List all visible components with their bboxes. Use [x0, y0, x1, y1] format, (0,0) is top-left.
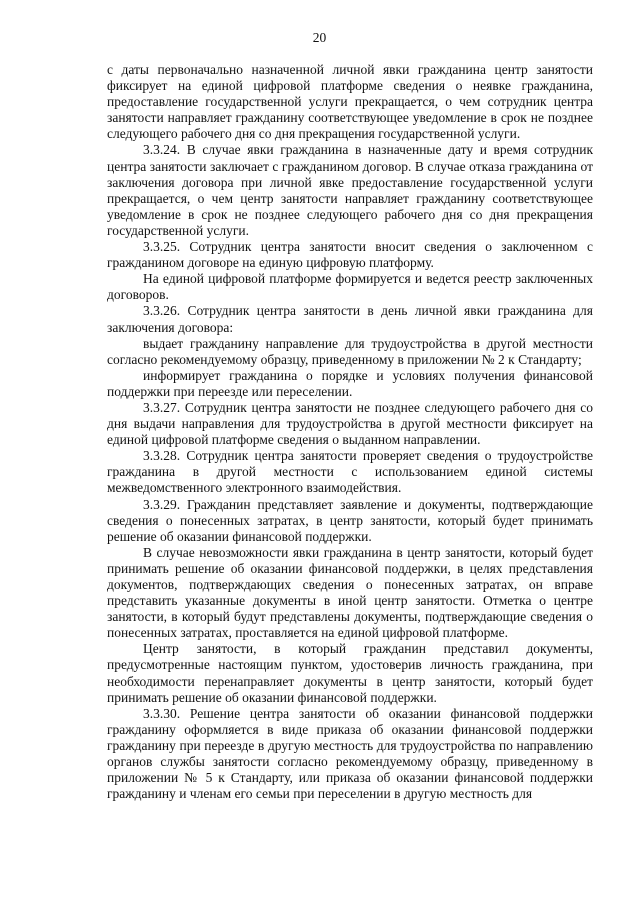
page-number: 20	[312, 30, 327, 45]
document-body	[107, 62, 593, 802]
paragraph: 3.3.29. Гражданин представляет заявление и документы, подтверждающие сведения о понесенных затратах, в центр занятости, который будет принимать решение об оказании финансовой поддержки.	[107, 496, 593, 544]
paragraph: 3.3.24. В случае явки гражданина в назначенные дату и время сотрудник центра занятости заключает с гражданином договор. В случае отказа гражданина от заключения договора при личной явке предоставление государственной услуги прекращается, о чем центр занятости направляет гражданину соответствующее уведомление в срок не позднее следующего рабочего дня со дня прекращения государственной услуги.	[107, 142, 593, 238]
paragraph: На единой цифровой платформе формируется и ведется реестр заключенных договоров.	[107, 271, 593, 303]
paragraph: 3.3.25. Сотрудник центра занятости вносит сведения о заключенном с гражданином договоре на единую цифровую платформу.	[107, 239, 593, 271]
paragraph: В случае невозможности явки гражданина в центр занятости, который будет принимать решение об оказании финансовой поддержки, в целях представления документов, подтверждающих сведения о понесенных затратах, он вправе представить указанные документы в иной центр занятости. Отметка о центре занятости, в который будут представлены документы, подтверждающие сведения о понесенных затратах, проставляется на единой цифровой платформе.	[107, 544, 593, 641]
paragraph: Центр занятости, в который гражданин представил документы, предусмотренные настоящим пунктом, удостоверив личность гражданина, при необходимости перенаправляет документы в центр занятости, который будет принимать решение об оказании финансовой поддержки.	[107, 641, 593, 705]
paragraph: 3.3.30. Решение центра занятости об оказании финансовой поддержки гражданину оформляется в виде приказа об оказании финансовой поддержки гражданину при переезде в другую местность для трудоустройства по направлению органов службы занятости согласно рекомендуемому образцу, приведенному в приложении № 5 к Стандарту, или приказа об оказании финансовой поддержки гражданину и членам его семьи при переселении в другую местность для	[107, 705, 593, 802]
paragraph: с даты первоначально назначенной личной явки гражданина центр занятости фиксирует на единой цифровой платформе сведения о неявке гражданина, предоставление государственной услуги прекращается, о чем сотрудник центра занятости направляет гражданину соответствующее уведомление в срок не позднее следующего рабочего дня со дня прекращения государственной услуги.	[107, 62, 593, 142]
paragraph: выдает гражданину направление для трудоустройства в другой местности согласно рекомендуемому образцу, приведенному в приложении № 2 к Стандарту;	[107, 335, 593, 367]
paragraph: 3.3.26. Сотрудник центра занятости в день личной явки гражданина для заключения договора:	[107, 303, 593, 335]
paragraph: информирует гражданина о порядке и условиях получения финансовой поддержки при переезде или переселении.	[107, 367, 593, 399]
paragraph: 3.3.28. Сотрудник центра занятости проверяет сведения о трудоустройстве гражданина в другой местности с использованием единой системы межведомственного электронного взаимодействия.	[107, 448, 593, 496]
paragraph: 3.3.27. Сотрудник центра занятости не позднее следующего рабочего дня со дня выдачи направления для трудоустройства в другой местности фиксирует на единой цифровой платформе сведения о выданном направлении.	[107, 399, 593, 448]
